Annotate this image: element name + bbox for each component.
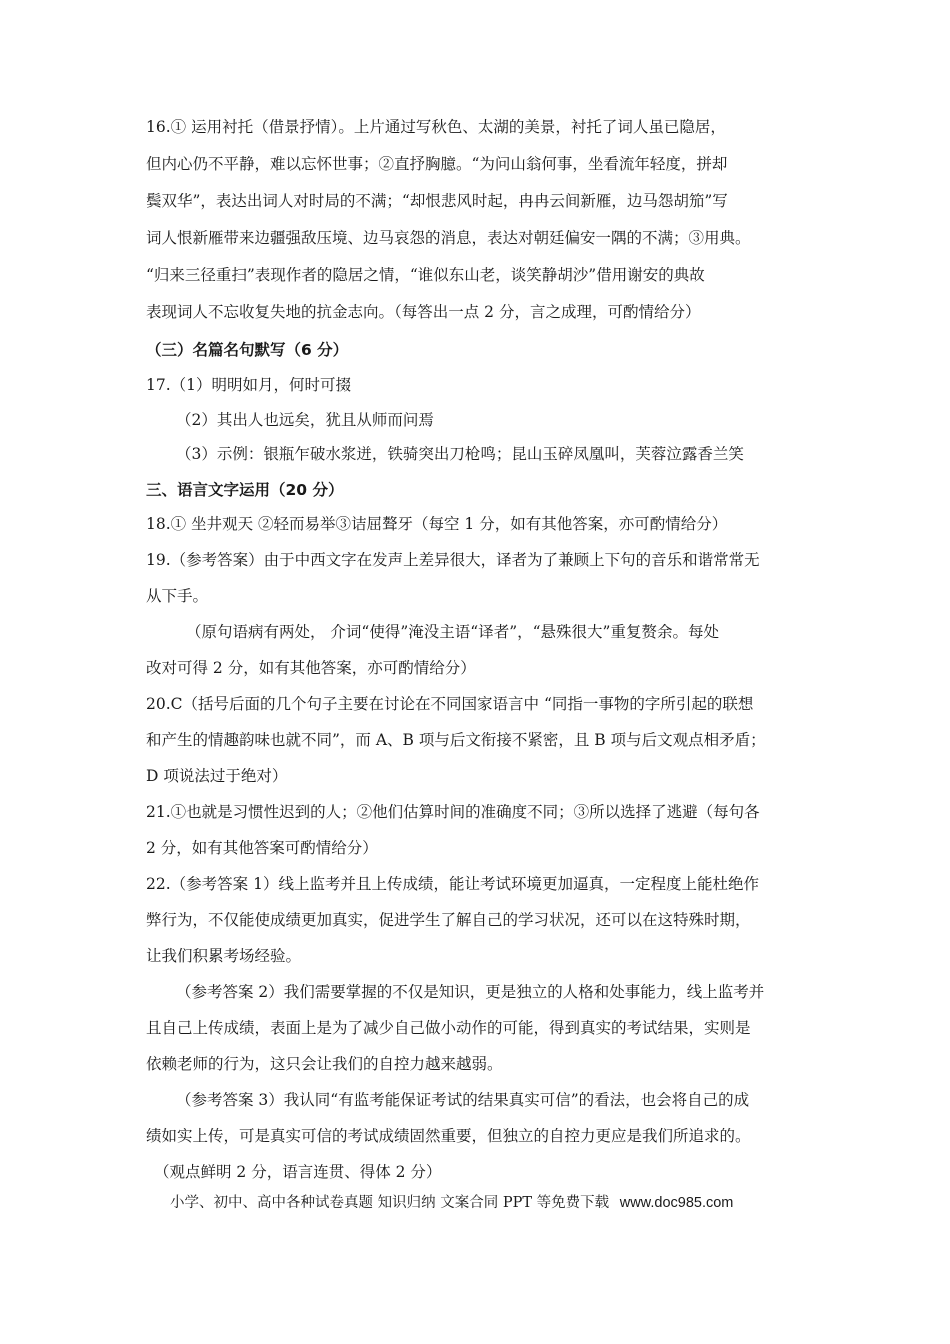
section-heading-famous-lines: （三）名篇名句默写（6 分） bbox=[146, 341, 349, 359]
answer-22-ref2-line-1: （参考答案 2）我们需要掌握的不仅是知识，更是独立的人格和处事能力，线上监考并 bbox=[176, 983, 765, 1001]
answer-17-line-3: （3）示例：银瓶乍破水浆迸，铁骑突出刀枪鸣；昆山玉碎凤凰叫，芙蓉泣露香兰笑 bbox=[176, 445, 744, 463]
section-heading-language-use: 三、语言文字运用（20 分） bbox=[146, 481, 344, 499]
answer-22-ref3-line-1: （参考答案 3）我认同“有监考能保证考试的结果真实可信”的看法，也会将自己的成 bbox=[176, 1091, 750, 1109]
answer-22-scoring-note: （观点鲜明 2 分，语言连贯、得体 2 分） bbox=[154, 1163, 442, 1181]
answer-22-ref1-line-2: 弊行为，不仅能使成绩更加真实，促进学生了解自己的学习状况，还可以在这特殊时期， bbox=[146, 911, 751, 929]
footer-link[interactable]: www.doc985.com bbox=[619, 1195, 734, 1211]
answer-22-ref1-line-1: 22.（参考答案 1）线上监考并且上传成绩，能让考试环境更加逼真，一定程度上能杜绝作 bbox=[146, 875, 759, 893]
answer-21-line-1: 21.①也就是习惯性迟到的人；②他们估算时间的准确度不同；③所以选择了逃避（每句各 bbox=[146, 803, 760, 821]
page-footer bbox=[170, 1193, 733, 1213]
answer-16-line-3: 鬓双华”，表达出词人对时局的不满；“却恨悲风时起，冉冉云间新雁，边马怨胡笳”写 bbox=[146, 192, 728, 210]
answer-19-note-line-2: 改对可得 2 分，如有其他答案，亦可酌情给分） bbox=[146, 659, 476, 677]
answer-22-ref2-line-2: 且自己上传成绩，表面上是为了减少自己做小动作的可能，得到真实的考试结果，实则是 bbox=[146, 1019, 751, 1037]
answer-16-line-4: 词人恨新雁带来边疆强敌压境、边马哀怨的消息，表达对朝廷偏安一隅的不满；③用典。 bbox=[146, 229, 751, 247]
answer-19-note-line-1: （原句语病有两处， 介词“使得”淹没主语“译者”，“悬殊很大”重复赘余。每处 bbox=[186, 623, 719, 641]
answer-16-line-6: 表现词人不忘收复失地的抗金志向。（每答出一点 2 分，言之成理，可酌情给分） bbox=[146, 303, 701, 321]
answer-22-ref2-line-3: 依赖老师的行为，这只会让我们的自控力越来越弱。 bbox=[146, 1055, 503, 1073]
answer-17-line-2: （2）其出人也远矣，犹且从师而问焉 bbox=[176, 411, 434, 429]
answer-22-ref3-line-2: 绩如实上传，可是真实可信的考试成绩固然重要，但独立的自控力更应是我们所追求的。 bbox=[146, 1127, 751, 1145]
answer-18: 18.① 坐井观天 ②轻而易举③诘屈聱牙（每空 1 分，如有其他答案，亦可酌情给分） bbox=[146, 515, 728, 533]
answer-20-line-3: D 项说法过于绝对） bbox=[146, 767, 288, 785]
answer-16-line-2: 但内心仍不平静，难以忘怀世事；②直抒胸臆。“为问山翁何事，坐看流年轻度，拼却 bbox=[146, 155, 728, 173]
answer-20-line-2: 和产生的情趣韵味也就不同”，而 A、B 项与后文衔接不紧密，且 B 项与后文观点相矛盾； bbox=[146, 731, 766, 749]
answer-16-line-1: 16.① 运用衬托（借景抒情）。上片通过写秋色、太湖的美景，衬托了词人虽已隐居， bbox=[146, 118, 726, 136]
answer-21-line-2: 2 分，如有其他答案可酌情给分） bbox=[146, 839, 378, 857]
answer-19-line-1: 19.（参考答案）由于中西文字在发声上差异很大，译者为了兼顾上下句的音乐和谐常常无 bbox=[146, 551, 760, 569]
answer-22-ref1-line-3: 让我们积累考场经验。 bbox=[146, 947, 302, 965]
answer-16-line-5: “归来三径重扫”表现作者的隐居之情，“谁似东山老，谈笑静胡沙”借用谢安的典故 bbox=[146, 266, 705, 284]
answer-20-line-1: 20.C（括号后面的几个句子主要在讨论在不同国家语言中 “同指一事物的字所引起的联想 bbox=[146, 695, 754, 713]
answer-19-line-2: 从下手。 bbox=[146, 587, 209, 605]
answer-17-line-1: 17.（1）明明如月，何时可掇 bbox=[146, 376, 352, 394]
footer-text: 小学、初中、高中各种试卷真题 知识归纳 文案合同 PPT 等免费下载 bbox=[170, 1195, 610, 1211]
